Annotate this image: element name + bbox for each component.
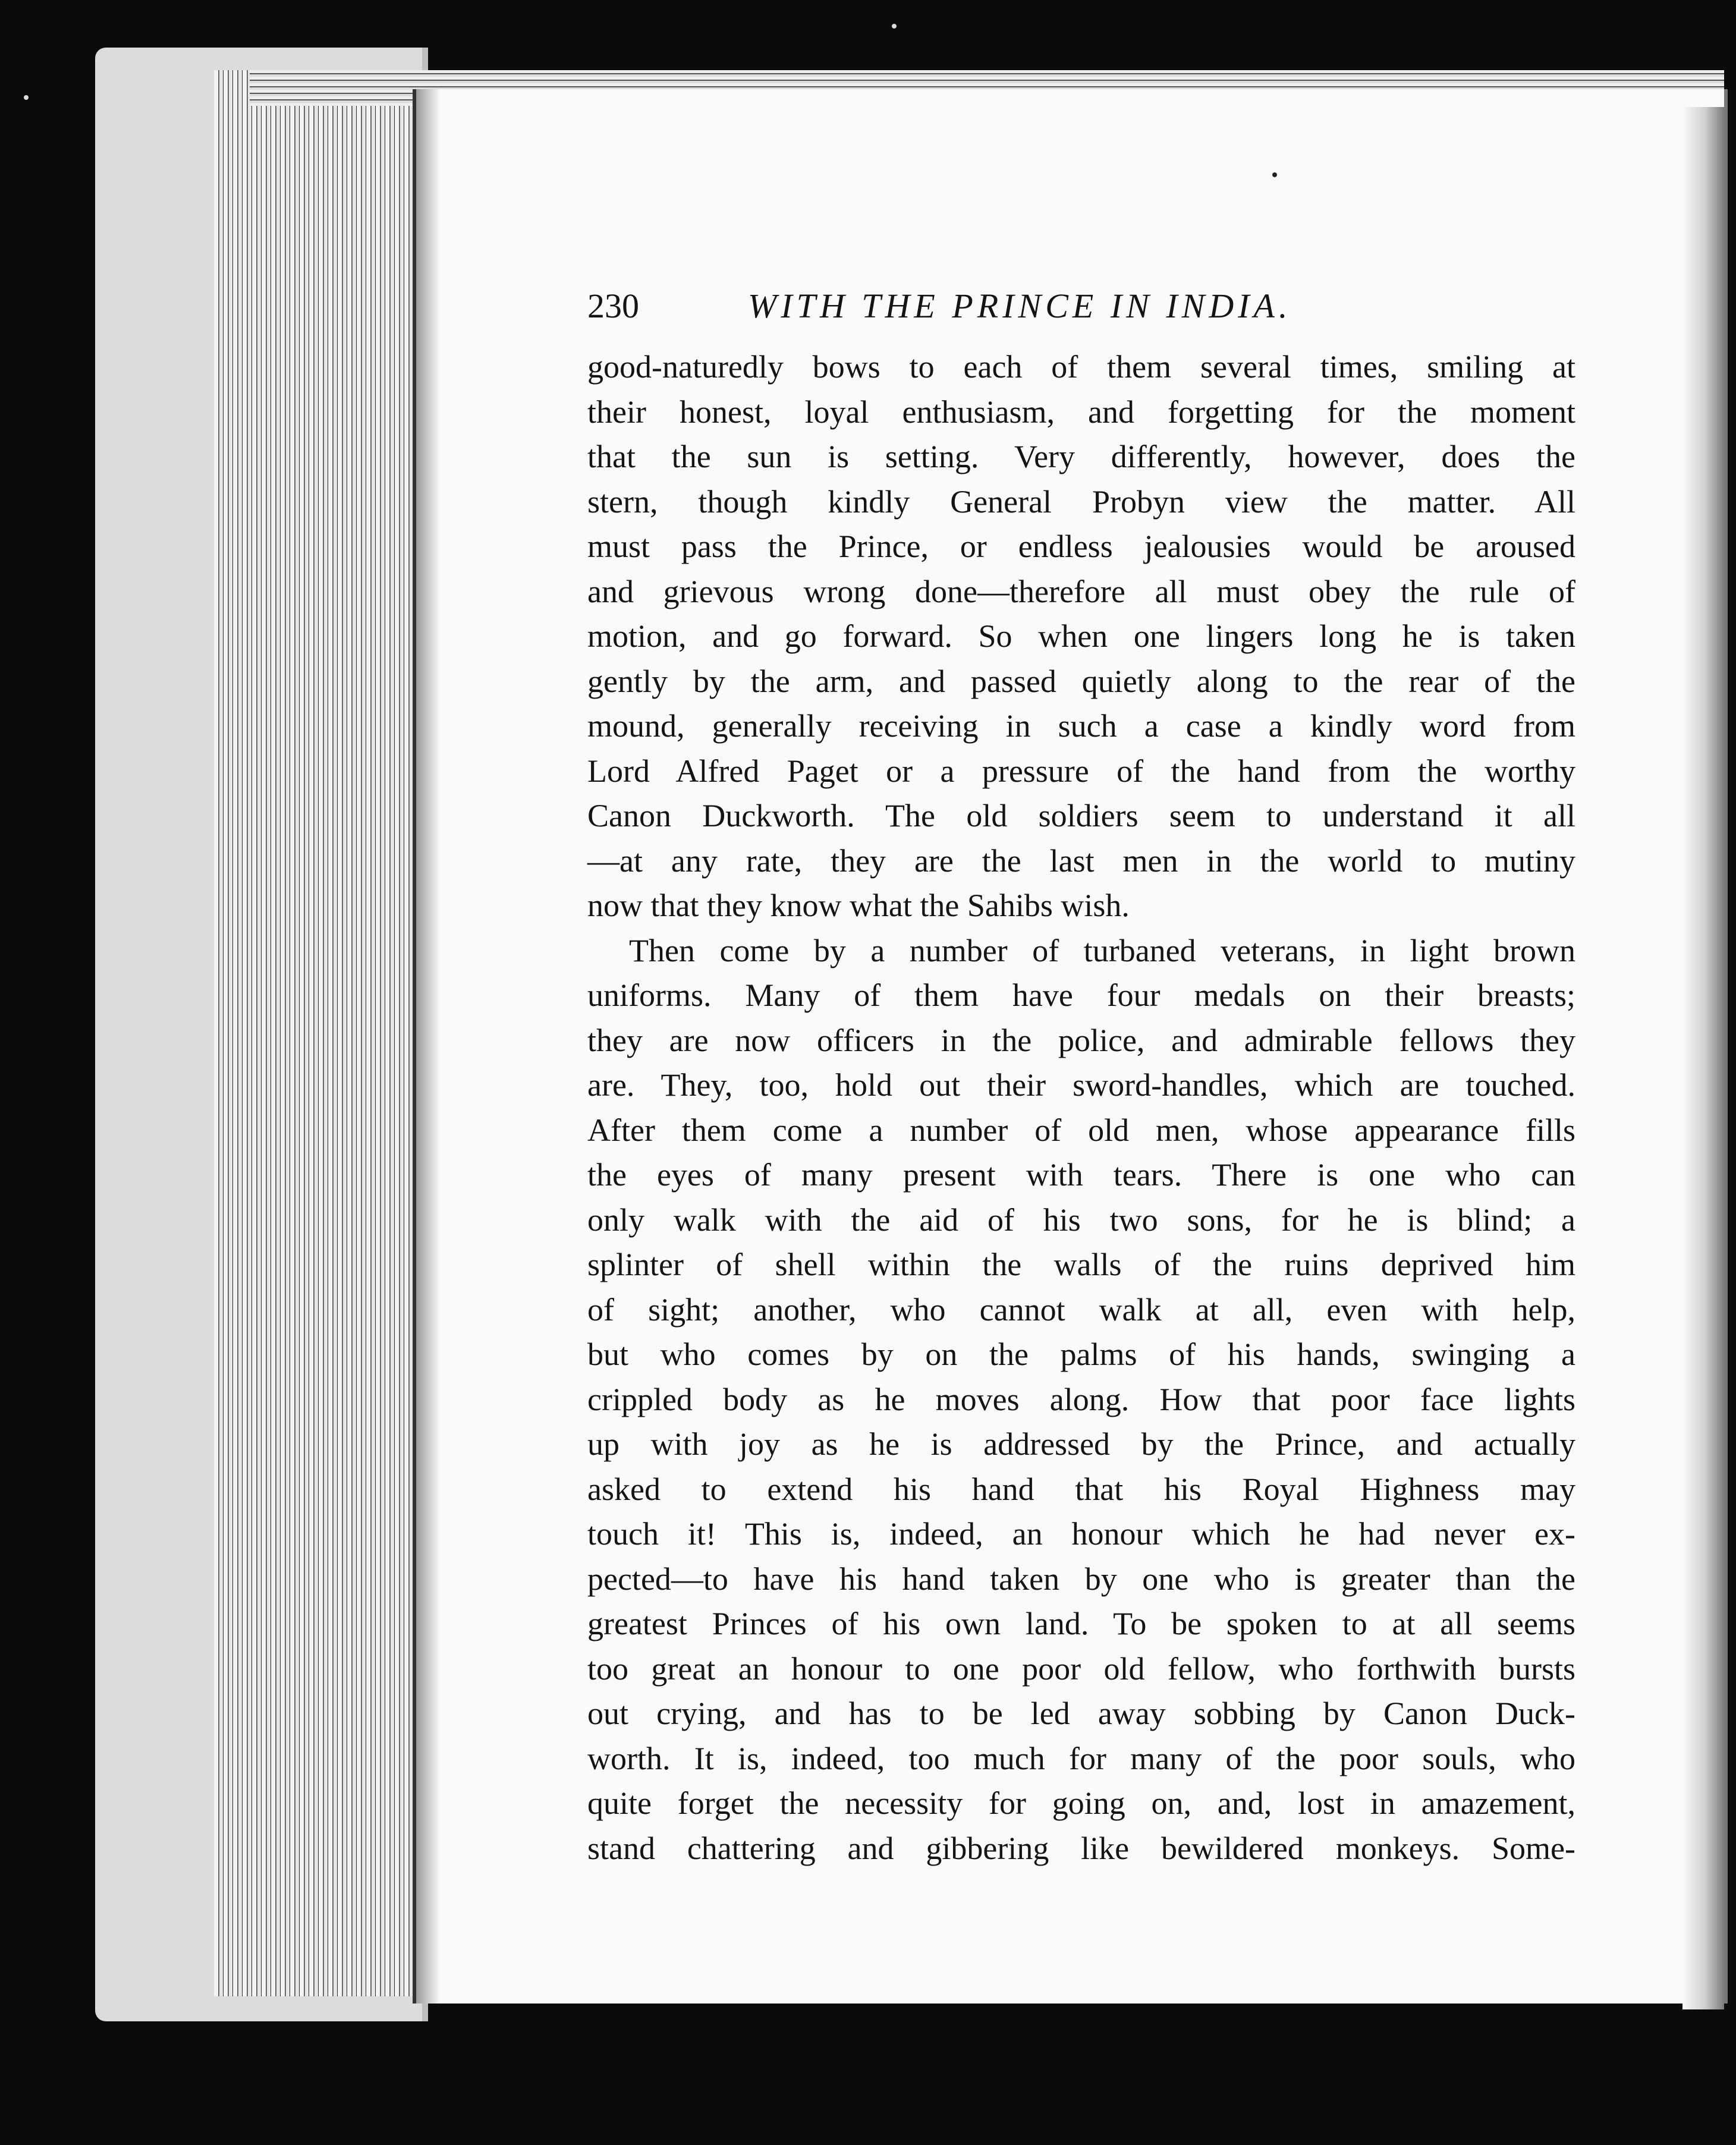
text-line: and grievous wrong done—therefore all must obey the rule of <box>587 573 1575 609</box>
text-line: uniforms. Many of them have four medals on their breasts; <box>587 977 1575 1013</box>
text-line: out crying, and has to be led away sobbing by Canon Duck- <box>587 1696 1575 1731</box>
paragraph-first-line: Then come by a number of turbaned veterans, in light brown <box>629 932 1575 968</box>
page-number: 230 <box>587 287 639 325</box>
text-line: gently by the arm, and passed quietly along to the rear of the <box>587 663 1575 699</box>
dust-speck <box>24 95 29 100</box>
spine-shadow <box>416 89 440 2004</box>
text-line: too great an honour to one poor old fellow, who forthwith bursts <box>587 1650 1575 1687</box>
running-head <box>587 279 1575 345</box>
ink-speck <box>1272 172 1277 177</box>
text-line: touch it! This is, indeed, an honour which he had never ex- <box>587 1516 1575 1552</box>
text-line: stand chattering and gibbering like bewildered monkeys. Some- <box>587 1830 1575 1866</box>
text-line: that the sun is setting. Very differently, however, does the <box>587 439 1575 474</box>
text-line: greatest Princes of his own land. To be spoken to at all seems <box>587 1606 1575 1641</box>
text-line: pected—to have his hand taken by one who is greater than the <box>587 1561 1575 1597</box>
text-line: After them come a number of old men, whose appearance fills <box>587 1112 1575 1148</box>
running-title: WITH THE PRINCE IN INDIA. <box>748 287 1292 325</box>
text-line: asked to extend his hand that his Royal Highness may <box>587 1471 1575 1507</box>
text-line: must pass the Prince, or endless jealousies would be aroused <box>587 529 1575 564</box>
text-line: Lord Alfred Paget or a pressure of the hand from the worthy <box>587 753 1575 789</box>
text-line: but who comes by on the palms of his hands, swinging a <box>587 1336 1575 1372</box>
text-line: are. They, too, hold out their sword-handles, which are touched. <box>587 1067 1575 1103</box>
text-line: mound, generally receiving in such a case a kindly word from <box>587 708 1575 744</box>
text-line: —at any rate, they are the last men in the world to mutiny <box>587 842 1575 879</box>
text-line: up with joy as he is addressed by the Prince, and actually <box>587 1426 1575 1462</box>
text-line: motion, and go forward. So when one lingers long he is taken <box>587 618 1575 654</box>
page-curl-shadow <box>1682 107 1724 2009</box>
text-line: only walk with the aid of his two sons, for he is blind; a <box>587 1202 1575 1238</box>
text-line: of sight; another, who cannot walk at all, even with help, <box>587 1291 1575 1328</box>
text-line: quite forget the necessity for going on, and, lost in amazement, <box>587 1785 1575 1821</box>
text-line: Canon Duckworth. The old soldiers seem to understand it all <box>587 798 1575 834</box>
dust-speck <box>892 24 897 29</box>
text-line: worth. It is, indeed, too much for many of the poor souls, who <box>587 1740 1575 1776</box>
text-line: splinter of shell within the walls of the ruins deprived him <box>587 1247 1575 1282</box>
text-line: now that they know what the Sahibs wish. <box>587 888 1130 923</box>
text-line: their honest, loyal enthusiasm, and forgetting for the moment <box>587 394 1575 430</box>
text-line: the eyes of many present with tears. There is one who can <box>587 1157 1575 1193</box>
text-line: stern, though kindly General Probyn view the matter. All <box>587 483 1575 520</box>
text-line: they are now officers in the police, and admirable fellows they <box>587 1022 1575 1058</box>
page-text <box>587 279 1575 1871</box>
text-line: good-naturedly bows to each of them several times, smiling at <box>587 349 1575 385</box>
text-line: crippled body as he moves along. How that poor face lights <box>587 1381 1575 1417</box>
